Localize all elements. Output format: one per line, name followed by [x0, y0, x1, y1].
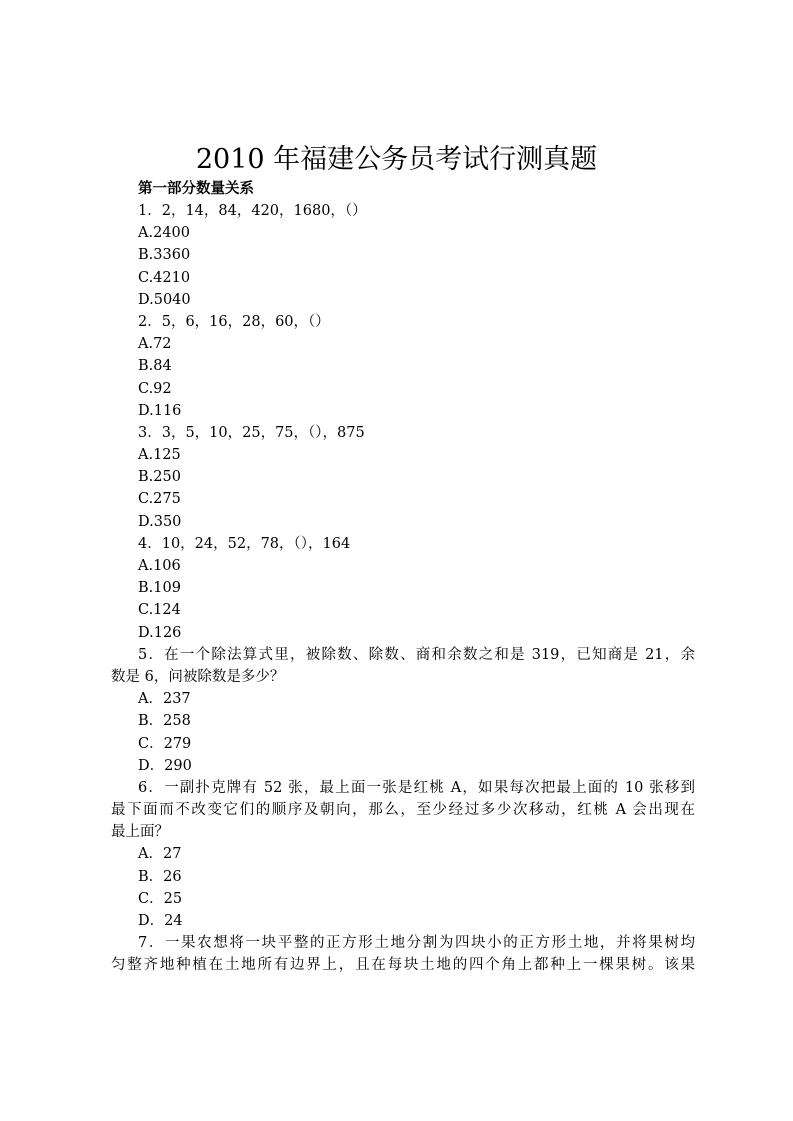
section-heading: 第一部分数量关系: [138, 180, 254, 197]
document-title: 2010 年福建公务员考试行测真题: [195, 144, 598, 175]
text-line: 3．3，5，10，25，75，（），875: [138, 424, 365, 441]
text-line: B．26: [138, 868, 182, 885]
text-line: 2．5，6，16，28，60，（）: [138, 313, 330, 330]
text-line: B.3360: [138, 247, 191, 264]
text-line: 4．10，24，52，78，（），164: [138, 535, 351, 552]
text-line: C.4210: [138, 269, 191, 286]
text-line: 6．一副扑克牌有 52 张，最上面一张是红桃 A，如果每次把最上面的 10 张移到: [138, 779, 695, 796]
text-line: C．25: [138, 890, 183, 907]
text-line: 最上面？: [111, 824, 169, 841]
text-line: B.109: [138, 580, 181, 597]
text-line: C.275: [138, 491, 181, 508]
text-line: A．27: [138, 846, 182, 863]
text-line: A.72: [138, 336, 172, 353]
text-line: D.350: [138, 513, 182, 530]
text-line: A．237: [138, 691, 191, 708]
text-line: B．258: [138, 713, 191, 730]
text-line: 7．一果农想将一块平整的正方形土地分割为四块小的正方形土地，并将果树均: [138, 935, 695, 952]
text-line: 数是 6，问被除数是多少？: [111, 668, 285, 685]
text-line: B.84: [138, 358, 172, 375]
text-line: A.125: [138, 447, 181, 464]
text-line: A.2400: [138, 225, 190, 242]
document-body: [111, 200, 695, 977]
text-line: D.126: [138, 624, 182, 641]
text-line: D.116: [138, 402, 182, 419]
text-line: 1．2，14，84，420，1680，（）: [138, 203, 367, 219]
text-line: C．279: [138, 735, 192, 752]
text-line: C.124: [138, 602, 181, 619]
text-line: D．24: [138, 913, 183, 929]
text-line: D．290: [138, 757, 192, 774]
text-line: 匀整齐地种植在土地所有边界上，且在每块土地的四个角上都种上一棵果树。该果: [111, 957, 695, 974]
text-line: C.92: [138, 380, 172, 397]
text-line: A.106: [138, 558, 181, 574]
text-line: D.5040: [138, 291, 191, 308]
text-line: 5．在一个除法算式里，被除数、除数、商和余数之和是 319，已知商是 21，余: [138, 646, 695, 663]
text-line: B.250: [138, 469, 181, 486]
text-line: 最下面而不改变它们的顺序及朝向，那么，至少经过多少次移动，红桃 A 会出现在: [111, 802, 695, 819]
